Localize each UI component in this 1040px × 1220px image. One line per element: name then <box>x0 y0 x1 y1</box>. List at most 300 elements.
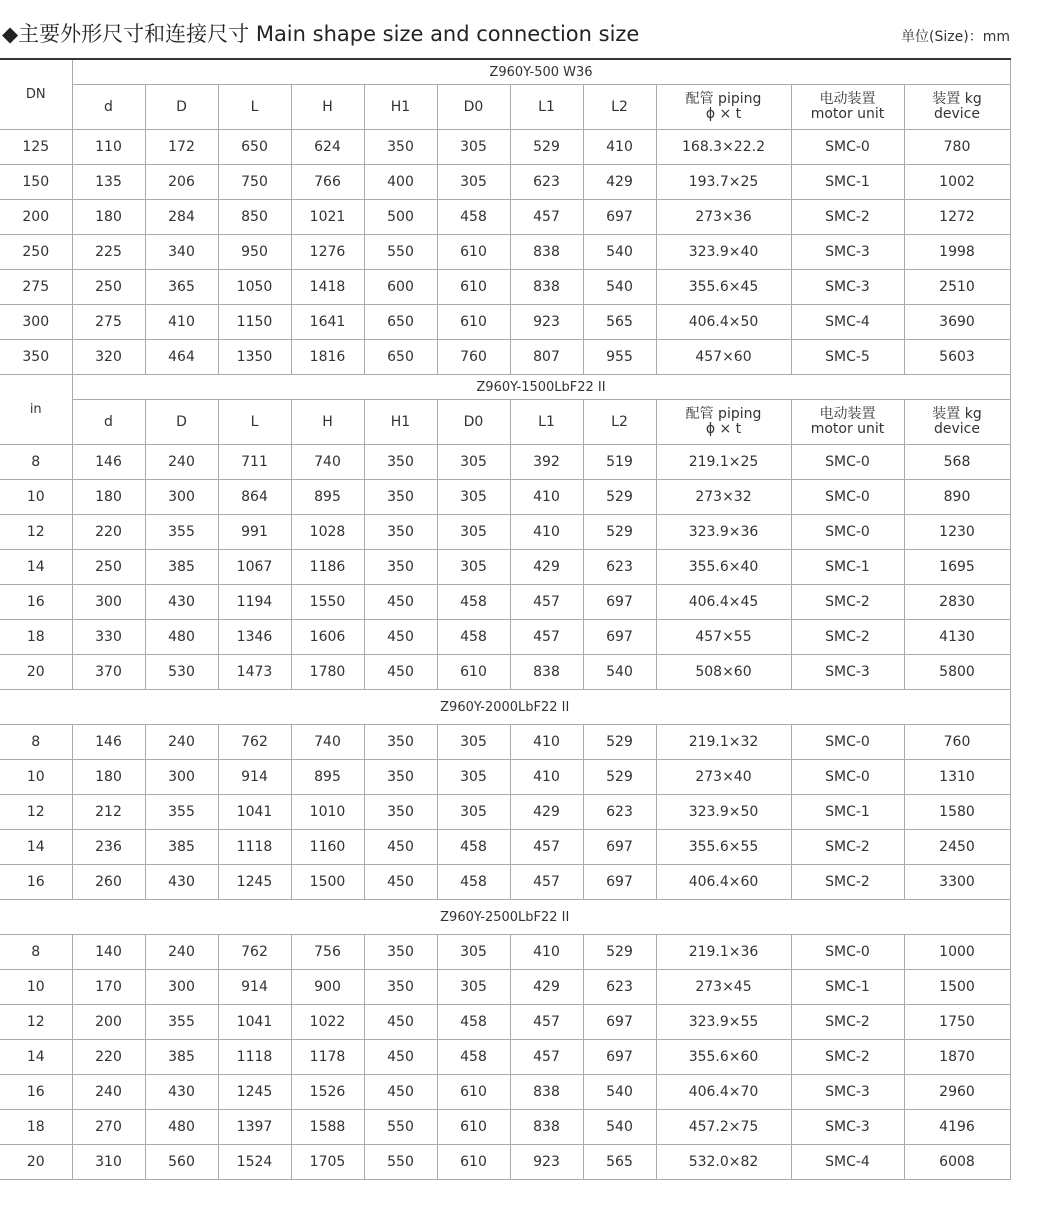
value-cell: 365 <box>145 270 218 305</box>
value-cell: SMC-3 <box>791 235 904 270</box>
value-cell: 1022 <box>291 1005 364 1040</box>
value-cell: SMC-0 <box>791 935 904 970</box>
value-cell: 623 <box>583 550 656 585</box>
value-cell: 250 <box>72 550 145 585</box>
header-label: 配管 piping <box>685 406 762 422</box>
value-cell: 457 <box>510 1005 583 1040</box>
column-header-h1: H1 <box>364 85 437 130</box>
value-cell: 1606 <box>291 620 364 655</box>
value-cell: 900 <box>291 970 364 1005</box>
value-cell: 923 <box>510 1145 583 1180</box>
page-header <box>0 18 1040 48</box>
value-cell: 305 <box>437 480 510 515</box>
dimension-table <box>0 58 1011 1180</box>
value-cell: 529 <box>510 130 583 165</box>
value-cell: 110 <box>72 130 145 165</box>
value-cell: 370 <box>72 655 145 690</box>
value-cell: 610 <box>437 270 510 305</box>
value-cell: 300 <box>145 480 218 515</box>
value-cell: 273×40 <box>656 760 791 795</box>
value-cell: 330 <box>72 620 145 655</box>
value-cell: 450 <box>364 1075 437 1110</box>
table-row <box>0 760 1010 795</box>
value-cell: 236 <box>72 830 145 865</box>
value-cell: 780 <box>904 130 1010 165</box>
value-cell: 323.9×40 <box>656 235 791 270</box>
value-cell: 457×60 <box>656 340 791 375</box>
value-cell: 1695 <box>904 550 1010 585</box>
table-row <box>0 445 1010 480</box>
value-cell: 624 <box>291 130 364 165</box>
value-cell: SMC-1 <box>791 795 904 830</box>
column-header-l1: L1 <box>510 400 583 445</box>
value-cell: SMC-3 <box>791 1110 904 1145</box>
value-cell: 219.1×36 <box>656 935 791 970</box>
value-cell: 406.4×45 <box>656 585 791 620</box>
table-row <box>0 340 1010 375</box>
value-cell: 508×60 <box>656 655 791 690</box>
table-row <box>0 655 1010 690</box>
value-cell: 480 <box>145 1110 218 1145</box>
value-cell: 1194 <box>218 585 291 620</box>
value-cell: 193.7×25 <box>656 165 791 200</box>
value-cell: 760 <box>437 340 510 375</box>
value-cell: SMC-2 <box>791 620 904 655</box>
column-header-motor-unit <box>791 85 904 130</box>
value-cell: 220 <box>72 515 145 550</box>
column-header-h: H <box>291 400 364 445</box>
value-cell: 530 <box>145 655 218 690</box>
value-cell: 4130 <box>904 620 1010 655</box>
value-cell: 310 <box>72 1145 145 1180</box>
value-cell: 1276 <box>291 235 364 270</box>
value-cell: 610 <box>437 235 510 270</box>
table-row <box>0 165 1010 200</box>
table-row <box>0 305 1010 340</box>
value-cell: 1500 <box>904 970 1010 1005</box>
size-unit-label: DN <box>0 59 72 130</box>
column-header-l1: L1 <box>510 85 583 130</box>
series-title-row <box>0 59 1010 85</box>
series-model: Z960Y-1500LbF22 II <box>72 375 1010 400</box>
value-cell: 350 <box>364 550 437 585</box>
size-cell: 10 <box>0 480 72 515</box>
table-row <box>0 235 1010 270</box>
value-cell: 300 <box>72 585 145 620</box>
value-cell: 1998 <box>904 235 1010 270</box>
value-cell: SMC-2 <box>791 1005 904 1040</box>
value-cell: 450 <box>364 655 437 690</box>
value-cell: 740 <box>291 445 364 480</box>
value-cell: 697 <box>583 830 656 865</box>
value-cell: SMC-0 <box>791 130 904 165</box>
series-model: Z960Y-2500LbF22 II <box>0 900 1010 935</box>
value-cell: 610 <box>437 305 510 340</box>
value-cell: 895 <box>291 480 364 515</box>
value-cell: 529 <box>583 760 656 795</box>
value-cell: 838 <box>510 1110 583 1145</box>
value-cell: 355 <box>145 1005 218 1040</box>
value-cell: 540 <box>583 1110 656 1145</box>
value-cell: 1002 <box>904 165 1010 200</box>
header-label: ϕ × t <box>705 421 742 437</box>
column-header-d: D <box>145 400 218 445</box>
series-title-row <box>0 690 1010 725</box>
header-label: 电动装置 <box>819 406 876 422</box>
value-cell: 540 <box>583 235 656 270</box>
value-cell: 273×36 <box>656 200 791 235</box>
value-cell: 240 <box>145 725 218 760</box>
value-cell: 3300 <box>904 865 1010 900</box>
value-cell: 1524 <box>218 1145 291 1180</box>
value-cell: 610 <box>437 1110 510 1145</box>
table-row <box>0 970 1010 1005</box>
table-row <box>0 865 1010 900</box>
value-cell: 450 <box>364 620 437 655</box>
column-header-device <box>904 85 1010 130</box>
column-header-d: d <box>72 400 145 445</box>
value-cell: 838 <box>510 655 583 690</box>
value-cell: 140 <box>72 935 145 970</box>
value-cell: 430 <box>145 1075 218 1110</box>
value-cell: 305 <box>437 550 510 585</box>
size-cell: 16 <box>0 1075 72 1110</box>
column-header-row <box>0 400 1010 445</box>
value-cell: 1245 <box>218 1075 291 1110</box>
value-cell: 400 <box>364 165 437 200</box>
value-cell: 697 <box>583 200 656 235</box>
header-label: device <box>934 421 980 437</box>
value-cell: 923 <box>510 305 583 340</box>
value-cell: SMC-0 <box>791 515 904 550</box>
value-cell: 1028 <box>291 515 364 550</box>
value-cell: 697 <box>583 1005 656 1040</box>
value-cell: 610 <box>437 1075 510 1110</box>
column-header-motor-unit <box>791 400 904 445</box>
value-cell: 1067 <box>218 550 291 585</box>
value-cell: 623 <box>583 795 656 830</box>
value-cell: 838 <box>510 270 583 305</box>
value-cell: 1050 <box>218 270 291 305</box>
value-cell: 323.9×50 <box>656 795 791 830</box>
value-cell: 305 <box>437 970 510 1005</box>
value-cell: 350 <box>364 970 437 1005</box>
column-header-l: L <box>218 85 291 130</box>
value-cell: 1705 <box>291 1145 364 1180</box>
value-cell: 550 <box>364 235 437 270</box>
size-cell: 8 <box>0 725 72 760</box>
value-cell: 532.0×82 <box>656 1145 791 1180</box>
value-cell: 838 <box>510 1075 583 1110</box>
value-cell: 350 <box>364 480 437 515</box>
table-row <box>0 620 1010 655</box>
value-cell: 250 <box>72 270 145 305</box>
value-cell: 410 <box>510 760 583 795</box>
table-row <box>0 480 1010 515</box>
value-cell: SMC-1 <box>791 970 904 1005</box>
value-cell: SMC-2 <box>791 865 904 900</box>
size-cell: 150 <box>0 165 72 200</box>
value-cell: 1346 <box>218 620 291 655</box>
size-cell: 8 <box>0 445 72 480</box>
value-cell: 219.1×25 <box>656 445 791 480</box>
value-cell: 766 <box>291 165 364 200</box>
value-cell: 711 <box>218 445 291 480</box>
value-cell: 458 <box>437 830 510 865</box>
value-cell: 550 <box>364 1145 437 1180</box>
table-row <box>0 830 1010 865</box>
column-header-piping <box>656 85 791 130</box>
value-cell: 305 <box>437 935 510 970</box>
value-cell: 560 <box>145 1145 218 1180</box>
value-cell: 146 <box>72 725 145 760</box>
column-header-h: H <box>291 85 364 130</box>
value-cell: 1245 <box>218 865 291 900</box>
value-cell: 1550 <box>291 585 364 620</box>
value-cell: 300 <box>145 970 218 1005</box>
page-title: ◆主要外形尺寸和连接尺寸 Main shape size and connection size <box>2 22 640 46</box>
value-cell: SMC-0 <box>791 480 904 515</box>
value-cell: 457 <box>510 865 583 900</box>
value-cell: 450 <box>364 585 437 620</box>
value-cell: 1010 <box>291 795 364 830</box>
value-cell: SMC-3 <box>791 655 904 690</box>
value-cell: 410 <box>510 935 583 970</box>
value-cell: SMC-0 <box>791 445 904 480</box>
value-cell: 650 <box>364 340 437 375</box>
value-cell: 529 <box>583 935 656 970</box>
value-cell: 850 <box>218 200 291 235</box>
value-cell: 273×45 <box>656 970 791 1005</box>
value-cell: 180 <box>72 480 145 515</box>
size-cell: 12 <box>0 515 72 550</box>
value-cell: 135 <box>72 165 145 200</box>
value-cell: 305 <box>437 725 510 760</box>
value-cell: 350 <box>364 445 437 480</box>
value-cell: 429 <box>510 550 583 585</box>
value-cell: 350 <box>364 515 437 550</box>
size-cell: 250 <box>0 235 72 270</box>
value-cell: 697 <box>583 585 656 620</box>
value-cell: 697 <box>583 620 656 655</box>
value-cell: 1526 <box>291 1075 364 1110</box>
value-cell: 540 <box>583 1075 656 1110</box>
value-cell: 305 <box>437 515 510 550</box>
value-cell: 457.2×75 <box>656 1110 791 1145</box>
value-cell: 260 <box>72 865 145 900</box>
size-cell: 14 <box>0 830 72 865</box>
value-cell: 1160 <box>291 830 364 865</box>
value-cell: 240 <box>72 1075 145 1110</box>
series-title-row <box>0 900 1010 935</box>
value-cell: 762 <box>218 725 291 760</box>
table-body <box>0 59 1010 1180</box>
value-cell: SMC-2 <box>791 200 904 235</box>
table-row <box>0 1145 1010 1180</box>
value-cell: 2830 <box>904 585 1010 620</box>
table-row <box>0 130 1010 165</box>
value-cell: 385 <box>145 1040 218 1075</box>
value-cell: 200 <box>72 1005 145 1040</box>
size-unit-label: in <box>0 375 72 445</box>
value-cell: SMC-0 <box>791 725 904 760</box>
value-cell: 225 <box>72 235 145 270</box>
value-cell: 410 <box>510 515 583 550</box>
value-cell: 458 <box>437 1005 510 1040</box>
size-cell: 18 <box>0 1110 72 1145</box>
value-cell: 756 <box>291 935 364 970</box>
value-cell: 458 <box>437 620 510 655</box>
value-cell: 429 <box>510 970 583 1005</box>
value-cell: 350 <box>364 760 437 795</box>
value-cell: 4196 <box>904 1110 1010 1145</box>
value-cell: 172 <box>145 130 218 165</box>
value-cell: 406.4×70 <box>656 1075 791 1110</box>
value-cell: 219.1×32 <box>656 725 791 760</box>
value-cell: SMC-2 <box>791 1040 904 1075</box>
value-cell: 284 <box>145 200 218 235</box>
value-cell: 212 <box>72 795 145 830</box>
value-cell: 350 <box>364 795 437 830</box>
value-cell: 1000 <box>904 935 1010 970</box>
value-cell: 610 <box>437 655 510 690</box>
value-cell: 2510 <box>904 270 1010 305</box>
header-label: device <box>934 106 980 122</box>
value-cell: 890 <box>904 480 1010 515</box>
value-cell: 410 <box>145 305 218 340</box>
value-cell: SMC-1 <box>791 165 904 200</box>
value-cell: 623 <box>583 970 656 1005</box>
value-cell: 464 <box>145 340 218 375</box>
value-cell: 410 <box>583 130 656 165</box>
table-row <box>0 935 1010 970</box>
value-cell: 565 <box>583 1145 656 1180</box>
value-cell: 240 <box>145 935 218 970</box>
header-label: 装置 kg <box>932 406 982 422</box>
value-cell: SMC-0 <box>791 760 904 795</box>
value-cell: 1418 <box>291 270 364 305</box>
value-cell: 568 <box>904 445 1010 480</box>
size-cell: 12 <box>0 1005 72 1040</box>
value-cell: 406.4×50 <box>656 305 791 340</box>
value-cell: 955 <box>583 340 656 375</box>
value-cell: 170 <box>72 970 145 1005</box>
column-header-l2: L2 <box>583 400 656 445</box>
value-cell: 305 <box>437 760 510 795</box>
value-cell: 1178 <box>291 1040 364 1075</box>
value-cell: 762 <box>218 935 291 970</box>
header-label: ϕ × t <box>705 106 742 122</box>
value-cell: 1750 <box>904 1005 1010 1040</box>
value-cell: 1230 <box>904 515 1010 550</box>
column-header-d0: D0 <box>437 85 510 130</box>
value-cell: 406.4×60 <box>656 865 791 900</box>
table-row <box>0 550 1010 585</box>
value-cell: 610 <box>437 1145 510 1180</box>
header-label: 电动装置 <box>819 91 876 107</box>
column-header-piping <box>656 400 791 445</box>
value-cell: 650 <box>364 305 437 340</box>
value-cell: 750 <box>218 165 291 200</box>
table-row <box>0 795 1010 830</box>
value-cell: 480 <box>145 620 218 655</box>
value-cell: 1816 <box>291 340 364 375</box>
value-cell: 410 <box>510 725 583 760</box>
value-cell: SMC-3 <box>791 270 904 305</box>
size-cell: 10 <box>0 760 72 795</box>
table-row <box>0 200 1010 235</box>
size-cell: 16 <box>0 865 72 900</box>
size-cell: 350 <box>0 340 72 375</box>
value-cell: 305 <box>437 445 510 480</box>
value-cell: 540 <box>583 655 656 690</box>
value-cell: 340 <box>145 235 218 270</box>
value-cell: 355 <box>145 795 218 830</box>
value-cell: SMC-2 <box>791 585 904 620</box>
value-cell: 2450 <box>904 830 1010 865</box>
value-cell: 240 <box>145 445 218 480</box>
value-cell: 1780 <box>291 655 364 690</box>
value-cell: 355 <box>145 515 218 550</box>
value-cell: 430 <box>145 865 218 900</box>
value-cell: 1272 <box>904 200 1010 235</box>
header-label: motor unit <box>810 421 885 437</box>
value-cell: 410 <box>510 480 583 515</box>
value-cell: 429 <box>583 165 656 200</box>
value-cell: 457×55 <box>656 620 791 655</box>
series-model: Z960Y-500 W36 <box>72 59 1010 85</box>
value-cell: 220 <box>72 1040 145 1075</box>
unit-note: 单位(Size)：mm <box>901 29 1010 45</box>
value-cell: 1041 <box>218 795 291 830</box>
value-cell: 1118 <box>218 1040 291 1075</box>
table-row <box>0 1005 1010 1040</box>
value-cell: 457 <box>510 1040 583 1075</box>
value-cell: 429 <box>510 795 583 830</box>
value-cell: 450 <box>364 1040 437 1075</box>
size-cell: 275 <box>0 270 72 305</box>
value-cell: 300 <box>145 760 218 795</box>
value-cell: 450 <box>364 865 437 900</box>
table-row <box>0 725 1010 760</box>
value-cell: 457 <box>510 830 583 865</box>
size-cell: 10 <box>0 970 72 1005</box>
value-cell: 355.6×45 <box>656 270 791 305</box>
size-cell: 14 <box>0 550 72 585</box>
value-cell: 350 <box>364 935 437 970</box>
value-cell: 565 <box>583 305 656 340</box>
value-cell: 529 <box>583 480 656 515</box>
value-cell: 355.6×60 <box>656 1040 791 1075</box>
value-cell: SMC-4 <box>791 1145 904 1180</box>
value-cell: 1310 <box>904 760 1010 795</box>
value-cell: SMC-3 <box>791 1075 904 1110</box>
column-header-l: L <box>218 400 291 445</box>
value-cell: 1186 <box>291 550 364 585</box>
value-cell: 740 <box>291 725 364 760</box>
size-cell: 12 <box>0 795 72 830</box>
column-header-row <box>0 85 1010 130</box>
value-cell: 320 <box>72 340 145 375</box>
value-cell: 895 <box>291 760 364 795</box>
value-cell: 275 <box>72 305 145 340</box>
table-row <box>0 270 1010 305</box>
value-cell: 650 <box>218 130 291 165</box>
value-cell: 697 <box>583 1040 656 1075</box>
value-cell: 457 <box>510 620 583 655</box>
column-header-d0: D0 <box>437 400 510 445</box>
value-cell: 529 <box>583 515 656 550</box>
